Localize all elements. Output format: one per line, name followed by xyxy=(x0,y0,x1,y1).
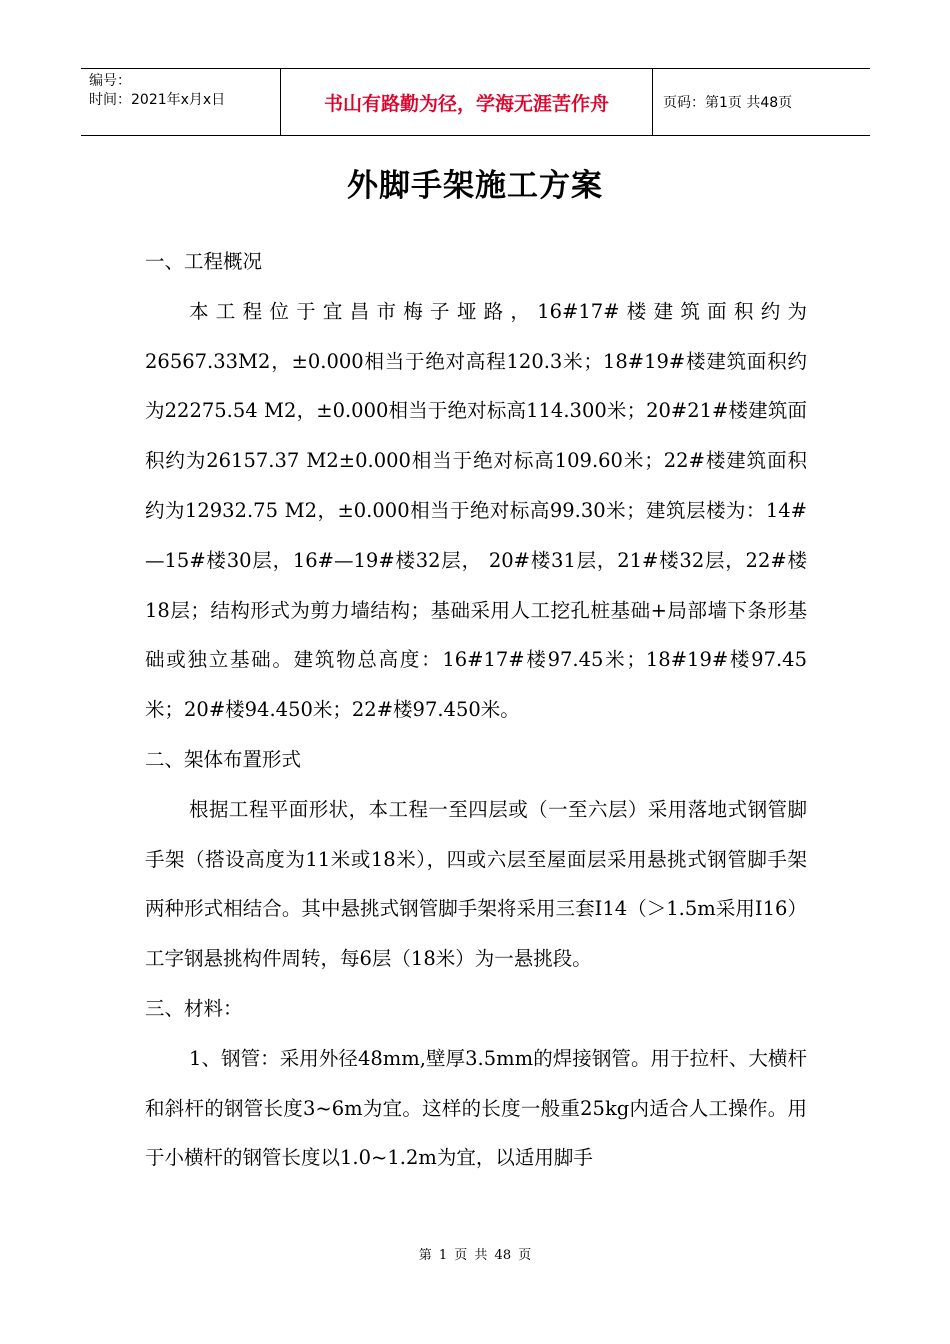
document-number-label: 编号： xyxy=(89,73,131,89)
header-table xyxy=(81,68,870,136)
header-motto: 书山有路勤为径，学海无涯苦作舟 xyxy=(323,92,609,115)
header-page-cell xyxy=(653,69,870,135)
document-title: 外脚手架施工方案 xyxy=(347,168,603,204)
paragraph-overview: 本工程位于宜昌市梅子垭路，16#17#楼建筑面积约为26567.33M2，±0.000相当于绝对高程120.3米；18#19#楼建筑面积约为22275.54 M2，±0.000相当于绝对标高114.300米；20#21#楼建筑面积约为26157.37 M2±0.000相当于绝对标高109.60米；22#楼建筑面积约为12932.75 M2，±0.000相当于绝对标高99.30米；建筑层楼为：14#—15#楼30层，16#—19#楼32层， 20#楼31层，21#楼32层，22#楼18层；结构形式为剪力墙结构；基础采用人工挖孔桩基础+局部墙下条形基础或独立基础。建筑物总高度：16#17#楼97.45米；18#19#楼97.45米；20#楼94.450米；22#楼97.450米。 xyxy=(145,299,807,722)
page-footer: 第 1 页 共 48 页 xyxy=(418,1248,532,1263)
paragraph-materials: 1、钢管：采用外径48mm,壁厚3.5mm的焊接钢管。用于拉杆、大横杆和斜杆的钢管长度3~6m为宜。这样的长度一般重25kg内适合人工操作。用于小横杆的钢管长度以1.0~1.2m为宜，以适用脚手 xyxy=(145,1046,807,1170)
section-heading-overview: 一、工程概况 xyxy=(145,250,263,273)
section-heading-materials: 三、材料： xyxy=(145,996,243,1020)
document-date-label: 时间：2021年x月x日 xyxy=(89,92,226,108)
document-body xyxy=(145,237,807,1183)
header-page-info: 页码：第1页 共48页 xyxy=(663,95,793,111)
header-motto-cell xyxy=(281,69,653,135)
paragraph-layout: 根据工程平面形状，本工程一至四层或（一至六层）采用落地式钢管脚手架（搭设高度为11米或18米），四或六层至屋面层采用悬挑式钢管脚手架两种形式相结合。其中悬挑式钢管脚手架将采用三套I14（＞1.5m采用I16）工字钢悬挑构件周转，每6层（18米）为一悬挑段。 xyxy=(145,797,807,971)
header-meta-cell xyxy=(81,69,281,135)
section-heading-layout: 二、架体布置形式 xyxy=(145,747,302,771)
